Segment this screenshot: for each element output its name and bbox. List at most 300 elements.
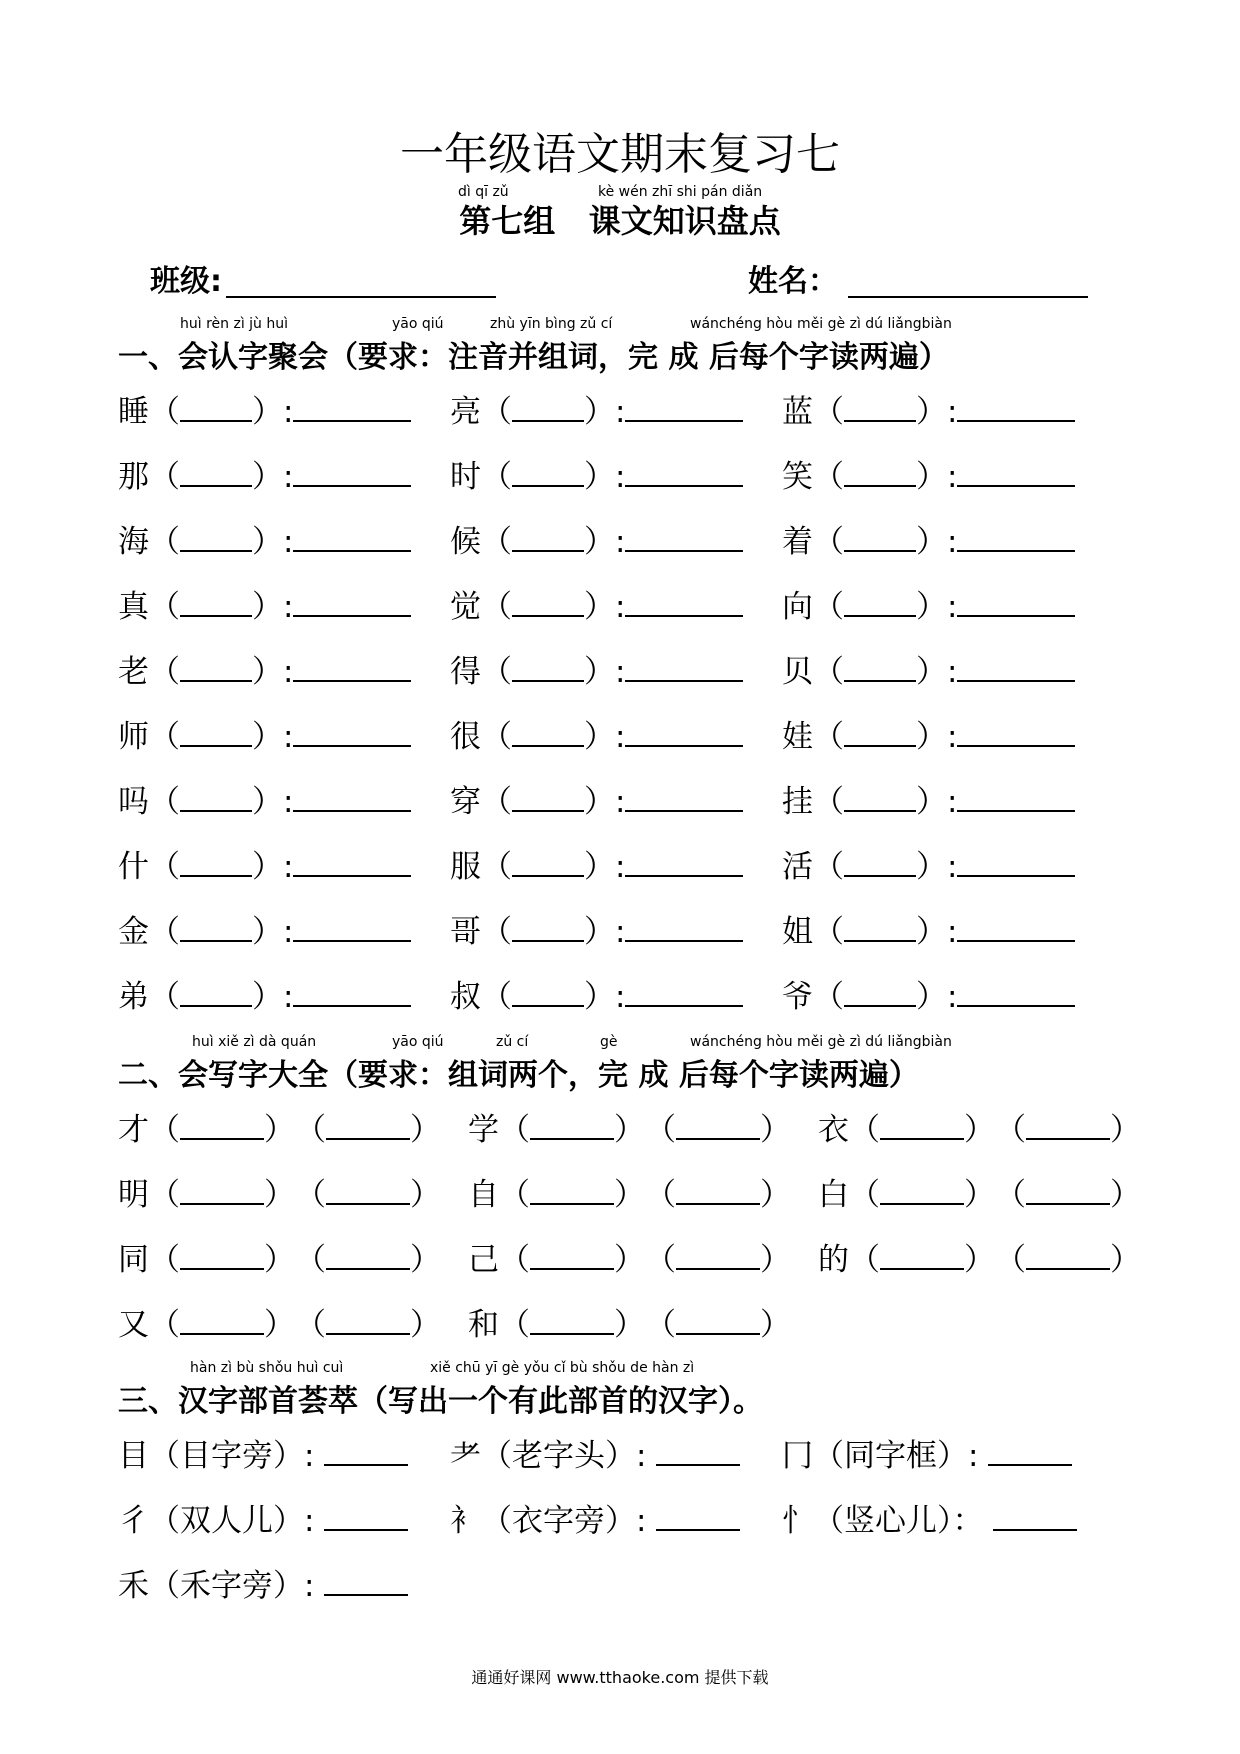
word-blank[interactable] [676, 1305, 760, 1335]
word-blank[interactable] [293, 845, 411, 877]
open-paren: （ [813, 524, 844, 560]
open-paren: （ [645, 1177, 676, 1213]
radical-label: 冂（同字框）: [782, 1438, 979, 1474]
close-paren: ）: [916, 459, 958, 495]
recognize-item [782, 646, 1075, 691]
write-item [468, 1299, 791, 1344]
open-paren: （ [481, 394, 512, 430]
section2-pinyin: wánchéng hòu měi gè zì dú liǎngbiàn [690, 1034, 952, 1050]
radical-answer-blank[interactable] [324, 1564, 408, 1596]
close-paren: ） [264, 1242, 295, 1278]
close-paren: ） [264, 1112, 295, 1148]
open-paren: （ [149, 1112, 180, 1148]
open-paren: （ [149, 394, 180, 430]
radical-answer-blank[interactable] [324, 1434, 408, 1466]
class-label: 班级: [150, 264, 222, 299]
recognize-char: 金 [118, 914, 149, 950]
word-blank[interactable] [530, 1175, 614, 1205]
word-blank[interactable] [293, 910, 411, 942]
word-blank[interactable] [293, 455, 411, 487]
close-paren: ） [964, 1112, 995, 1148]
close-paren: ） [410, 1112, 441, 1148]
close-paren: ）: [584, 979, 626, 1015]
recognize-char: 觉 [450, 589, 481, 625]
write-item [818, 1104, 1141, 1149]
pinyin-blank[interactable] [844, 522, 916, 552]
close-paren: ）: [252, 394, 294, 430]
close-paren: ）: [584, 914, 626, 950]
recognize-item [450, 971, 743, 1016]
open-paren: （ [813, 979, 844, 1015]
recognize-char: 那 [118, 459, 149, 495]
open-paren: （ [149, 784, 180, 820]
word-blank[interactable] [625, 650, 743, 682]
word-blank[interactable] [957, 520, 1075, 552]
recognize-char: 向 [782, 589, 813, 625]
recognize-item [782, 516, 1075, 561]
word-blank[interactable] [957, 975, 1075, 1007]
close-paren: ） [410, 1242, 441, 1278]
recognize-item [450, 581, 743, 626]
word-blank[interactable] [530, 1240, 614, 1270]
write-item [818, 1234, 1141, 1279]
pinyin-blank[interactable] [180, 847, 252, 877]
open-paren: （ [813, 459, 844, 495]
pinyin-blank[interactable] [180, 782, 252, 812]
recognize-char: 姐 [782, 914, 813, 950]
word-blank[interactable] [880, 1110, 964, 1140]
recognize-char: 穿 [450, 784, 481, 820]
word-blank[interactable] [957, 910, 1075, 942]
recognize-item [118, 906, 411, 951]
radical-label: 衤（衣字旁）: [450, 1503, 647, 1539]
recognize-item [782, 776, 1075, 821]
open-paren: （ [813, 784, 844, 820]
pinyin-blank[interactable] [180, 717, 252, 747]
recognize-char: 服 [450, 849, 481, 885]
open-paren: （ [481, 589, 512, 625]
recognize-char: 爷 [782, 979, 813, 1015]
close-paren: ） [410, 1177, 441, 1213]
close-paren: ）: [584, 849, 626, 885]
word-blank[interactable] [957, 845, 1075, 877]
write-char: 白 [818, 1177, 849, 1213]
open-paren: （ [645, 1307, 676, 1343]
write-char: 才 [118, 1112, 149, 1148]
recognize-item [118, 841, 411, 886]
subtitle-group: 第七组 [459, 202, 556, 240]
word-blank[interactable] [625, 585, 743, 617]
open-paren: （ [481, 914, 512, 950]
pinyin-blank[interactable] [512, 782, 584, 812]
open-paren: （ [149, 524, 180, 560]
word-blank[interactable] [625, 975, 743, 1007]
open-paren: （ [481, 654, 512, 690]
open-paren: （ [149, 1242, 180, 1278]
close-paren: ）: [584, 459, 626, 495]
close-paren: ） [410, 1307, 441, 1343]
section2-title: 二、会写字大全（要求：组词两个，完 成 后每个字读两遍） [118, 1058, 919, 1093]
open-paren: （ [499, 1177, 530, 1213]
word-blank[interactable] [880, 1175, 964, 1205]
section2-pinyin: huì xiě zì dà quán [192, 1034, 317, 1050]
word-blank[interactable] [625, 715, 743, 747]
word-blank[interactable] [326, 1110, 410, 1140]
section1-pinyin: wánchéng hòu měi gè zì dú liǎngbiàn [690, 316, 952, 332]
recognize-item [118, 516, 411, 561]
recognize-item [450, 646, 743, 691]
word-blank[interactable] [625, 390, 743, 422]
pinyin-blank[interactable] [180, 652, 252, 682]
open-paren: （ [645, 1112, 676, 1148]
write-char: 又 [118, 1307, 149, 1343]
close-paren: ） [264, 1177, 295, 1213]
recognize-item [450, 386, 743, 431]
pinyin-blank[interactable] [512, 912, 584, 942]
close-paren: ）: [584, 589, 626, 625]
word-blank[interactable] [326, 1240, 410, 1270]
write-char: 己 [468, 1242, 499, 1278]
word-blank[interactable] [957, 715, 1075, 747]
close-paren: ）: [916, 719, 958, 755]
radical-item [118, 1430, 408, 1475]
recognize-char: 时 [450, 459, 481, 495]
word-blank[interactable] [293, 585, 411, 617]
section2-pinyin: gè [600, 1034, 618, 1050]
pinyin-blank[interactable] [512, 587, 584, 617]
radical-item [450, 1430, 740, 1475]
pinyin-blank[interactable] [844, 717, 916, 747]
radical-label: 目（目字旁）: [118, 1438, 315, 1474]
pinyin-blank[interactable] [512, 717, 584, 747]
close-paren: ） [264, 1307, 295, 1343]
radical-answer-blank[interactable] [324, 1499, 408, 1531]
pinyin-blank[interactable] [844, 457, 916, 487]
recognize-char: 着 [782, 524, 813, 560]
recognize-item [118, 581, 411, 626]
name-field[interactable] [848, 296, 1088, 298]
radical-item [782, 1495, 1077, 1540]
section1-pinyin: yāo qiú [392, 316, 444, 332]
name-label: 姓名： [748, 264, 838, 299]
open-paren: （ [481, 459, 512, 495]
close-paren: ）: [252, 914, 294, 950]
section1-title: 一、会认字聚会（要求：注音并组词，完 成 后每个字读两遍） [118, 340, 949, 375]
open-paren: （ [813, 394, 844, 430]
open-paren: （ [813, 849, 844, 885]
pinyin-blank[interactable] [844, 587, 916, 617]
open-paren: （ [481, 719, 512, 755]
section1-pinyin: huì rèn zì jù huì [180, 316, 289, 332]
recognize-item [450, 711, 743, 756]
recognize-char: 弟 [118, 979, 149, 1015]
open-paren: （ [995, 1242, 1026, 1278]
recognize-item [450, 776, 743, 821]
open-paren: （ [481, 849, 512, 885]
recognize-item [118, 646, 411, 691]
close-paren: ） [964, 1242, 995, 1278]
close-paren: ）: [584, 719, 626, 755]
pinyin-blank[interactable] [844, 912, 916, 942]
close-paren: ） [1110, 1112, 1141, 1148]
pinyin-blank[interactable] [512, 392, 584, 422]
recognize-char: 海 [118, 524, 149, 560]
recognize-char: 睡 [118, 394, 149, 430]
open-paren: （ [295, 1307, 326, 1343]
pinyin-blank[interactable] [180, 977, 252, 1007]
class-field[interactable] [226, 296, 496, 298]
recognize-char: 候 [450, 524, 481, 560]
write-item [118, 1234, 441, 1279]
word-blank[interactable] [957, 585, 1075, 617]
write-char: 同 [118, 1242, 149, 1278]
pinyin-blank[interactable] [844, 782, 916, 812]
close-paren: ） [614, 1242, 645, 1278]
close-paren: ） [760, 1307, 791, 1343]
open-paren: （ [481, 979, 512, 1015]
recognize-char: 笑 [782, 459, 813, 495]
open-paren: （ [995, 1112, 1026, 1148]
subtitle-pinyin-a: dì qī zǔ [458, 184, 509, 200]
write-item [118, 1299, 441, 1344]
recognize-item [118, 711, 411, 756]
open-paren: （ [149, 1307, 180, 1343]
open-paren: （ [149, 914, 180, 950]
section2-pinyin: zǔ cí [496, 1034, 529, 1050]
close-paren: ） [760, 1242, 791, 1278]
word-blank[interactable] [180, 1240, 264, 1270]
section1-pinyin: zhù yīn bìng zǔ cí [490, 316, 613, 332]
close-paren: ）: [252, 784, 294, 820]
recognize-item [782, 841, 1075, 886]
pinyin-blank[interactable] [844, 847, 916, 877]
recognize-item [450, 906, 743, 951]
page-title: 一年级语文期末复习七 [400, 129, 840, 180]
pinyin-blank[interactable] [844, 977, 916, 1007]
recognize-char: 老 [118, 654, 149, 690]
close-paren: ）: [252, 719, 294, 755]
radical-answer-blank[interactable] [656, 1499, 740, 1531]
close-paren: ）: [252, 979, 294, 1015]
pinyin-blank[interactable] [512, 457, 584, 487]
write-char: 自 [468, 1177, 499, 1213]
open-paren: （ [295, 1112, 326, 1148]
write-item [118, 1104, 441, 1149]
close-paren: ） [1110, 1242, 1141, 1278]
open-paren: （ [149, 654, 180, 690]
pinyin-blank[interactable] [180, 457, 252, 487]
close-paren: ）: [584, 784, 626, 820]
radical-label: 忄（竖心儿）： [782, 1503, 984, 1539]
close-paren: ） [1110, 1177, 1141, 1213]
close-paren: ）: [916, 979, 958, 1015]
recognize-char: 娃 [782, 719, 813, 755]
radical-label: 耂（老字头）: [450, 1438, 647, 1474]
radical-answer-blank[interactable] [993, 1499, 1077, 1531]
radical-item [450, 1495, 740, 1540]
word-blank[interactable] [1026, 1175, 1110, 1205]
word-blank[interactable] [676, 1240, 760, 1270]
pinyin-blank[interactable] [512, 652, 584, 682]
word-blank[interactable] [957, 390, 1075, 422]
recognize-item [782, 386, 1075, 431]
open-paren: （ [813, 914, 844, 950]
close-paren: ） [614, 1307, 645, 1343]
close-paren: ） [760, 1177, 791, 1213]
close-paren: ） [614, 1112, 645, 1148]
pinyin-blank[interactable] [180, 522, 252, 552]
open-paren: （ [813, 589, 844, 625]
recognize-char: 蓝 [782, 394, 813, 430]
close-paren: ）: [252, 849, 294, 885]
recognize-char: 贝 [782, 654, 813, 690]
pinyin-blank[interactable] [512, 522, 584, 552]
word-blank[interactable] [530, 1110, 614, 1140]
close-paren: ）: [916, 654, 958, 690]
open-paren: （ [149, 1177, 180, 1213]
word-blank[interactable] [293, 715, 411, 747]
close-paren: ）: [252, 524, 294, 560]
word-blank[interactable] [676, 1175, 760, 1205]
word-blank[interactable] [957, 455, 1075, 487]
write-char: 学 [468, 1112, 499, 1148]
word-blank[interactable] [180, 1175, 264, 1205]
write-item [118, 1169, 441, 1214]
radical-label: 禾（禾字旁）: [118, 1568, 315, 1604]
write-char: 明 [118, 1177, 149, 1213]
close-paren: ）: [252, 654, 294, 690]
recognize-item [782, 711, 1075, 756]
write-item [468, 1169, 791, 1214]
open-paren: （ [149, 719, 180, 755]
word-blank[interactable] [326, 1305, 410, 1335]
section3-pinyin: hàn zì bù shǒu huì cuì [190, 1360, 344, 1376]
open-paren: （ [149, 589, 180, 625]
open-paren: （ [481, 784, 512, 820]
pinyin-blank[interactable] [844, 652, 916, 682]
close-paren: ）: [252, 459, 294, 495]
open-paren: （ [295, 1242, 326, 1278]
pinyin-blank[interactable] [512, 847, 584, 877]
subtitle-pinyin-b: kè wén zhī shi pán diǎn [598, 184, 763, 200]
word-blank[interactable] [180, 1305, 264, 1335]
word-blank[interactable] [625, 910, 743, 942]
recognize-item [450, 451, 743, 496]
close-paren: ）: [584, 654, 626, 690]
write-char: 的 [818, 1242, 849, 1278]
recognize-item [782, 906, 1075, 951]
open-paren: （ [645, 1242, 676, 1278]
recognize-item [118, 776, 411, 821]
recognize-char: 活 [782, 849, 813, 885]
word-blank[interactable] [625, 455, 743, 487]
open-paren: （ [481, 524, 512, 560]
word-blank[interactable] [625, 520, 743, 552]
word-blank[interactable] [293, 390, 411, 422]
word-blank[interactable] [293, 780, 411, 812]
close-paren: ）: [916, 849, 958, 885]
recognize-item [118, 386, 411, 431]
pinyin-blank[interactable] [180, 587, 252, 617]
pinyin-blank[interactable] [844, 392, 916, 422]
word-blank[interactable] [880, 1240, 964, 1270]
recognize-char: 叔 [450, 979, 481, 1015]
open-paren: （ [499, 1242, 530, 1278]
radical-answer-blank[interactable] [988, 1434, 1072, 1466]
open-paren: （ [149, 459, 180, 495]
recognize-item [782, 581, 1075, 626]
close-paren: ）: [584, 524, 626, 560]
open-paren: （ [499, 1112, 530, 1148]
close-paren: ） [760, 1112, 791, 1148]
radical-item [118, 1495, 408, 1540]
word-blank[interactable] [957, 650, 1075, 682]
pinyin-blank[interactable] [180, 912, 252, 942]
recognize-item [782, 971, 1075, 1016]
write-item [468, 1104, 791, 1149]
close-paren: ） [614, 1177, 645, 1213]
close-paren: ）: [916, 394, 958, 430]
word-blank[interactable] [326, 1175, 410, 1205]
section3-title: 三、汉字部首荟萃（写出一个有此部首的汉字）。 [118, 1384, 763, 1419]
recognize-char: 得 [450, 654, 481, 690]
section3-pinyin: xiě chū yī gè yǒu cǐ bù shǒu de hàn zì [430, 1360, 695, 1376]
subtitle-topic: 课文知识盘点 [588, 202, 781, 240]
recognize-item [450, 516, 743, 561]
recognize-char: 师 [118, 719, 149, 755]
subtitle [0, 196, 1240, 242]
recognize-char: 吗 [118, 784, 149, 820]
word-blank[interactable] [625, 845, 743, 877]
recognize-char: 挂 [782, 784, 813, 820]
close-paren: ）: [584, 394, 626, 430]
word-blank[interactable] [676, 1110, 760, 1140]
word-blank[interactable] [957, 780, 1075, 812]
close-paren: ）: [252, 589, 294, 625]
recognize-char: 哥 [450, 914, 481, 950]
word-blank[interactable] [530, 1305, 614, 1335]
recognize-item [118, 971, 411, 1016]
word-blank[interactable] [293, 520, 411, 552]
pinyin-blank[interactable] [512, 977, 584, 1007]
recognize-char: 亮 [450, 394, 481, 430]
word-blank[interactable] [293, 975, 411, 1007]
recognize-char: 真 [118, 589, 149, 625]
recognize-item [782, 451, 1075, 496]
section2-pinyin: yāo qiú [392, 1034, 444, 1050]
open-paren: （ [813, 654, 844, 690]
recognize-char: 什 [118, 849, 149, 885]
close-paren: ）: [916, 914, 958, 950]
footer-source: 通通好课网 www.tthaoke.com 提供下载 [471, 1668, 769, 1687]
radical-answer-blank[interactable] [656, 1434, 740, 1466]
recognize-item [450, 841, 743, 886]
open-paren: （ [499, 1307, 530, 1343]
word-blank[interactable] [293, 650, 411, 682]
open-paren: （ [295, 1177, 326, 1213]
word-blank[interactable] [180, 1110, 264, 1140]
recognize-char: 很 [450, 719, 481, 755]
word-blank[interactable] [1026, 1110, 1110, 1140]
word-blank[interactable] [1026, 1240, 1110, 1270]
open-paren: （ [813, 719, 844, 755]
open-paren: （ [849, 1242, 880, 1278]
radical-item [782, 1430, 1072, 1475]
radical-label: 彳（双人儿）: [118, 1503, 315, 1539]
word-blank[interactable] [625, 780, 743, 812]
pinyin-blank[interactable] [180, 392, 252, 422]
open-paren: （ [149, 849, 180, 885]
